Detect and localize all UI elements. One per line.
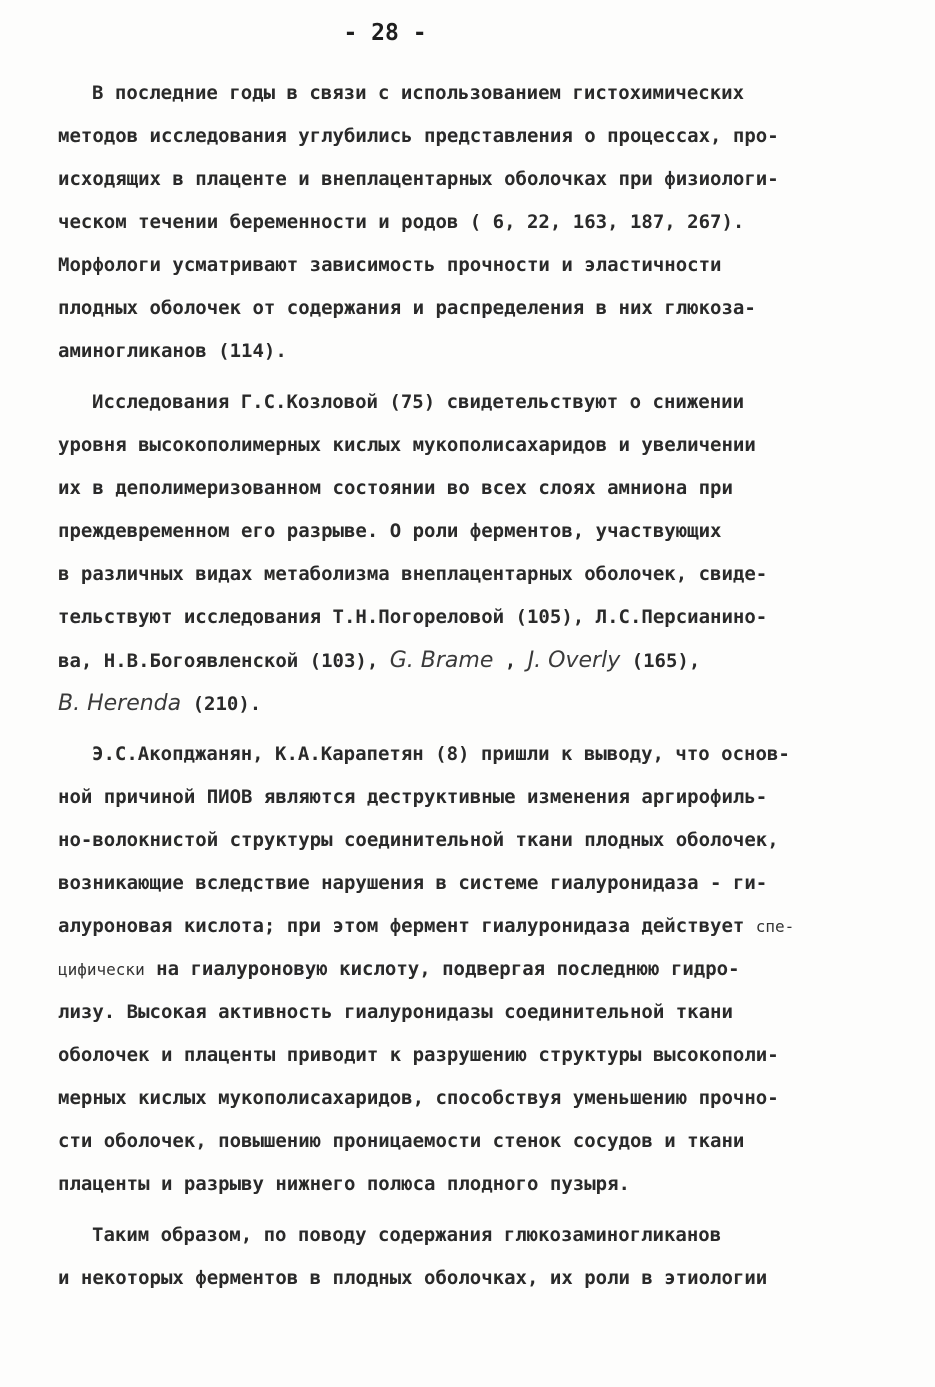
text-line: лизу. Высокая активность гиалуронидазы соединительной ткани xyxy=(58,1001,733,1023)
paragraph-gap xyxy=(58,373,878,381)
typed-insertion: цифически xyxy=(58,960,145,979)
text-line: но-волокнистой структуры соединительной ткани плодных оболочек, xyxy=(58,829,779,851)
text-line xyxy=(58,639,878,682)
typed-insertion: спе- xyxy=(755,917,795,936)
text-segment: , xyxy=(493,650,528,672)
text-line: аминогликанов (114). xyxy=(58,340,287,362)
text-line: и некоторых ферментов в плодных оболочках, их роли в этиологии xyxy=(58,1267,768,1289)
text-line: тельствуют исследования Т.Н.Погореловой (105), Л.С.Персианино- xyxy=(58,606,768,628)
text-line xyxy=(58,905,878,948)
text-segment: (165), xyxy=(620,650,701,672)
text-line: методов исследования углубились представления о процессах, про- xyxy=(58,125,779,147)
text-line: оболочек и плаценты приводит к разрушению структуры высокополи- xyxy=(58,1044,779,1066)
text-line: плодных оболочек от содержания и распределения в них глюкоза- xyxy=(58,297,756,319)
text-line: В последние годы в связи с использованием гистохимических xyxy=(92,82,745,104)
text-line: Э.С.Акопджанян, К.А.Карапетян (8) пришли к выводу, что основ- xyxy=(92,743,790,765)
text-line: Морфологи усматривают зависимость прочности и эластичности xyxy=(58,254,722,276)
text-line: преждевременном его разрыве. О роли ферментов, участвующих xyxy=(58,520,722,542)
text-line: уровня высокополимерных кислых мукополисахаридов и увеличении xyxy=(58,434,756,456)
text-line: мерных кислых мукополисахаридов, способствуя уменьшению прочно- xyxy=(58,1087,779,1109)
body-text xyxy=(58,72,878,1300)
handwritten-author: J. Overly xyxy=(527,648,621,673)
text-line: Исследования Г.С.Козловой (75) свидетельствуют о снижении xyxy=(92,391,745,413)
paragraph-gap xyxy=(58,1206,878,1214)
handwritten-author: G. Brame xyxy=(389,648,494,673)
text-line: Таким образом, по поводу содержания глюкозаминогликанов xyxy=(92,1224,722,1246)
text-segment: ва, Н.В.Богоявленской (103), xyxy=(58,650,390,672)
handwritten-author: B. Herenda xyxy=(58,691,182,716)
paragraph-gap xyxy=(58,725,878,733)
text-line xyxy=(58,682,878,725)
page-number: - 28 - xyxy=(343,20,427,46)
text-segment: (210). xyxy=(181,693,262,715)
text-line: ческом течении беременности и родов ( 6, 22, 163, 187, 267). xyxy=(58,211,745,233)
text-line: возникающие вследствие нарушения в системе гиалуронидаза - ги- xyxy=(58,872,768,894)
text-line: сти оболочек, повышению проницаемости стенок сосудов и ткани xyxy=(58,1130,745,1152)
text-segment: алуроновая кислота; при этом фермент гиалуронидаза действует xyxy=(58,915,756,937)
text-segment: на гиалуроновую кислоту, подвергая последнюю гидро- xyxy=(144,958,740,980)
text-line: в различных видах метаболизма внеплацентарных оболочек, свиде- xyxy=(58,563,768,585)
text-line: исходящих в плаценте и внеплацентарных оболочках при физиологи- xyxy=(58,168,779,190)
text-line xyxy=(58,948,878,991)
text-line: ной причиной ПИОВ являются деструктивные изменения аргирофиль- xyxy=(58,786,768,808)
text-line: их в деполимеризованном состоянии во всех слоях амниона при xyxy=(58,477,733,499)
text-line: плаценты и разрыву нижнего полюса плодного пузыря. xyxy=(58,1173,630,1195)
